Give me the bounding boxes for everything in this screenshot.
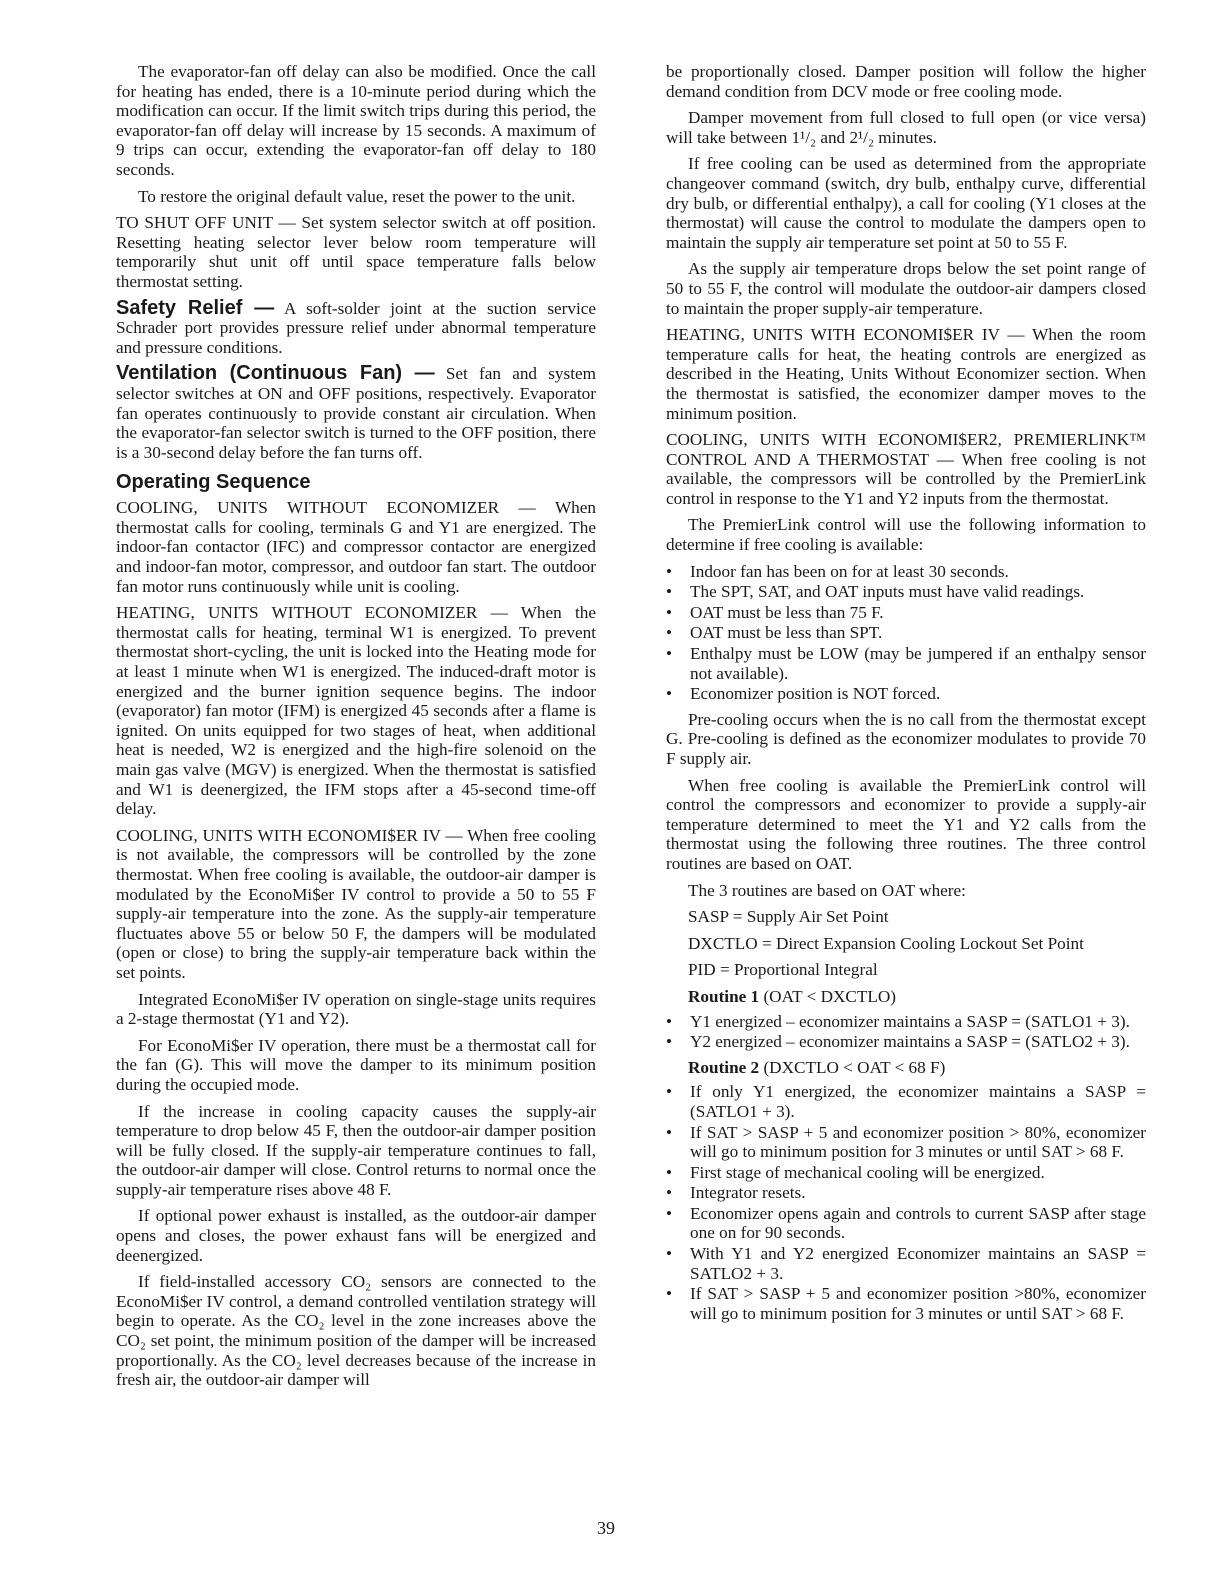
list-item: • Integrator resets.: [666, 1183, 1146, 1203]
routine-2-heading: [666, 1058, 1146, 1078]
paragraph: For EconoMi$er IV operation, there must be a thermostat call for the fan (G). This will move the damper to its minimum position during the occupied mode.: [116, 1035, 596, 1094]
safety-relief-section: [116, 296, 596, 358]
paragraph: The evaporator-fan off delay can also be modified. Once the call for heating has ended, there is a 10-minute period during which the modification can occur. If the limit switch trips during this period, the evaporator-fan off delay will increase by 15 seconds. A maximum of 9 trips can occur, extending the evaporator-fan off delay to 180 seconds.: [116, 62, 596, 179]
paragraph: If field-installed accessory CO₂ sensors are connected to the EconoMi$er IV control, a demand controlled ventilation strategy will begin to operate. As the CO₂ level in the zone increases above the CO₂ set point, the minimum position of the damper will be increased proportionally. As the CO₂ level decreases because of the increase in fresh air, the outdoor-air damper will: [116, 1272, 596, 1390]
list-item: • Economizer position is NOT forced.: [666, 684, 1146, 704]
ventilation-text: Set fan and system selector switches at ON and OFF positions, respectively. Evaporator fan operates continuously to provide constant air circulation. When the evaporator-fan selector switch is turned to the OFF position, there is a 30-second delay before the fan turns off.: [116, 364, 596, 462]
paragraph: When free cooling is available the PremierLink control will control the compressors and economizer to provide a supply-air temperature determined to meet the Y1 and Y2 calls from the thermostat using the following three routines. The three control routines are based on OAT.: [666, 775, 1146, 873]
ventilation-section: [116, 364, 596, 462]
paragraph: COOLING, UNITS WITHOUT ECONOMIZER — When thermostat calls for cooling, terminals G and Y1 are energized. The indoor-fan contactor (IFC) and compressor contactor are energized and indoor-fan motor, compressor, and outdoor fan start. The outdoor fan motor runs continuously while unit is cooling.: [116, 498, 596, 596]
routine-1-label: Routine 1: [688, 986, 760, 1006]
paragraph: The PremierLink control will use the following information to determine if free cooling is available:: [666, 515, 1146, 555]
list-item: • First stage of mechanical cooling will be energized.: [666, 1163, 1146, 1183]
routine-2-list: [666, 1082, 1146, 1323]
routine-1-list: [666, 1012, 1146, 1052]
safety-relief-text: A soft-solder joint at the suction service Schrader port provides pressure relief under abnormal temperature and pressure conditions.: [116, 298, 596, 357]
list-item: • Indoor fan has been on for at least 30 seconds.: [666, 562, 1146, 582]
definition-line: SASP = Supply Air Set Point: [688, 907, 889, 927]
routine-1-condition: (OAT < DXCTLO): [759, 986, 896, 1006]
list-item: • OAT must be less than 75 F.: [666, 603, 1146, 623]
paragraph: TO SHUT OFF UNIT — Set system selector switch at off position. Resetting heating selector lever below room temperature will temporarily shut unit off until space temperature falls below thermostat setting.: [116, 213, 596, 291]
paragraph: be proportionally closed. Damper position will follow the higher demand condition from DCV mode or free cooling mode.: [666, 62, 1146, 101]
list-item: • If only Y1 energized, the economizer maintains a SASP = (SATLO1 + 3).: [666, 1082, 1146, 1121]
paragraph: HEATING, UNITS WITHOUT ECONOMIZER — When the thermostat calls for heating, terminal W1 is energized. To prevent thermostat short-cycling, the unit is locked into the Heating mode for at least 1 minute when W1 is energized. The induced-draft motor is energized and the burner ignition sequence begins. The indoor (evaporator) fan motor (IFM) is energized 45 seconds after a flame is ignited. On units equipped for two stages of heat, when additional heat is needed, W2 is energized and the high-fire solenoid on the main gas valve (MGV) is energized. When the thermostat is satisfied and W1 is deenergized, the IFM stops after a 45-second time-off delay.: [116, 603, 596, 819]
paragraph: COOLING, UNITS WITH ECONOMI$ER2, PREMIERLINK™ CONTROL AND A THERMOSTAT — When free cooling is not available, the compressors will be controlled by the PremierLink control in response to the Y1 and Y2 inputs from the thermostat.: [666, 430, 1146, 508]
operating-sequence-heading: Operating Sequence: [116, 471, 311, 494]
list-item: • With Y1 and Y2 energized Economizer maintains an SASP = SATLO2 + 3.: [666, 1244, 1146, 1283]
definition-line: DXCTLO = Direct Expansion Cooling Lockout Set Point: [688, 933, 1084, 953]
list-item: • Economizer opens again and controls to current SASP after stage one on for 90 seconds.: [666, 1204, 1146, 1243]
ventilation-heading: Ventilation (Continuous Fan) —: [116, 362, 435, 385]
definition-line: The 3 routines are based on OAT where:: [688, 880, 966, 900]
paragraph: COOLING, UNITS WITH ECONOMI$ER IV — When free cooling is not available, the compressors will be controlled by the zone thermostat. When free cooling is available, the outdoor-air damper is modulated by the EconoMi$er IV control to provide a 50 to 55 F supply-air temperature into the zone. As the supply-air temperature fluctuates above 55 or below 50 F, the dampers will be modulated (open or close) to bring the supply-air temperature back within the set points.: [116, 825, 596, 982]
page-number: 39: [597, 1518, 615, 1538]
routine-1-heading: [666, 987, 1146, 1007]
left-column: [116, 62, 596, 1397]
routine-2-condition: (DXCTLO < OAT < 68 F): [759, 1057, 946, 1077]
paragraph: Integrated EconoMi$er IV operation on single-stage units requires a 2-stage thermostat (Y1 and Y2).: [116, 989, 596, 1029]
list-item: • If SAT > SASP + 5 and economizer position > 80%, economizer will go to minimum position for 3 minutes or until SAT > 68 F.: [666, 1123, 1146, 1162]
right-column: [666, 62, 1146, 1329]
safety-relief-heading: Safety Relief —: [116, 296, 275, 319]
list-item: • If SAT > SASP + 5 and economizer position >80%, economizer will go to minimum position for 3 minutes or until SAT > 68 F.: [666, 1284, 1146, 1323]
routine-2-label: Routine 2: [688, 1057, 760, 1077]
list-item: • OAT must be less than SPT.: [666, 623, 1146, 643]
paragraph: If the increase in cooling capacity causes the supply-air temperature to drop below 45 F, then the outdoor-air damper position will be fully closed. If the supply-air temperature continues to fall, the outdoor-air damper will close. Control returns to normal once the supply-air temperature rises above 48 F.: [116, 1101, 596, 1199]
list-item: • Y2 energized – economizer maintains a SASP = (SATLO2 + 3).: [666, 1032, 1146, 1052]
paragraph: If free cooling can be used as determined from the appropriate changeover command (switch, dry bulb, enthalpy curve, differential dry bulb, or differential enthalpy), a call for cooling (Y1 closes at the thermostat) will cause the control to modulate the dampers open to maintain the supply air temperature set point at 50 to 55 F.: [666, 154, 1146, 252]
paragraph: HEATING, UNITS WITH ECONOMI$ER IV — When the room temperature calls for heat, the heating controls are energized as described in the Heating, Units Without Economizer section. When the thermostat is satisfied, the economizer damper moves to the minimum position.: [666, 325, 1146, 423]
paragraph: As the supply air temperature drops below the set point range of 50 to 55 F, the control will modulate the outdoor-air dampers closed to maintain the proper supply-air temperature.: [666, 259, 1146, 318]
paragraph: Damper movement from full closed to full open (or vice versa) will take between 1¹/₂ and 2¹/₂ minutes.: [666, 108, 1146, 147]
definition-line: PID = Proportional Integral: [688, 960, 878, 980]
list-item: • Enthalpy must be LOW (may be jumpered if an enthalpy sensor not available).: [666, 644, 1146, 683]
list-item: • The SPT, SAT, and OAT inputs must have valid readings.: [666, 582, 1146, 602]
list-item: • Y1 energized – economizer maintains a SASP = (SATLO1 + 3).: [666, 1012, 1146, 1032]
free-cooling-conditions-list: [666, 562, 1146, 704]
paragraph: If optional power exhaust is installed, as the outdoor-air damper opens and closes, the power exhaust fans will be energized and deenergized.: [116, 1206, 596, 1265]
paragraph: Pre-cooling occurs when the is no call from the thermostat except G. Pre-cooling is defined as the economizer modulates to provide 70 F supply air.: [666, 709, 1146, 768]
paragraph: To restore the original default value, reset the power to the unit.: [138, 186, 576, 206]
